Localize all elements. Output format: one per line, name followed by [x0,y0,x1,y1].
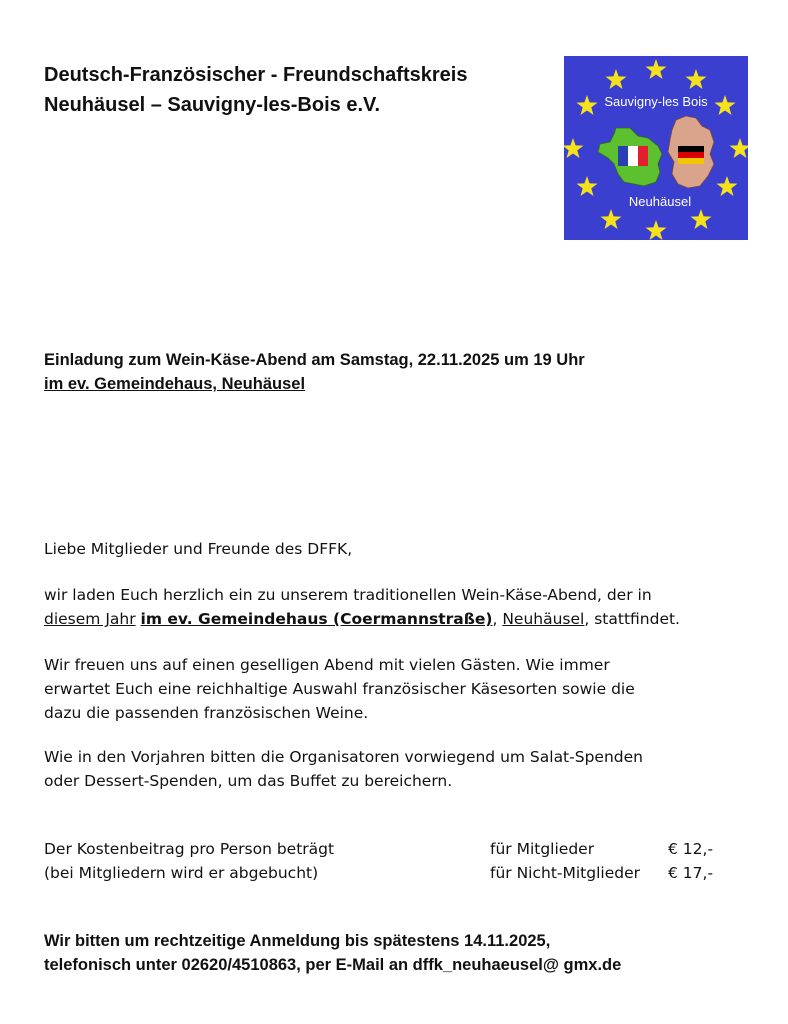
letter-paragraph-1 [44,583,764,631]
p1-comma: , [492,610,503,628]
p3-line2: oder Dessert-Spenden, um das Buffet zu bereichern. [44,772,453,790]
letter-paragraph-2 [44,653,764,725]
p2-line1: Wir freuen uns auf einen geselligen Abend mit vielen Gästen. Wie immer [44,656,610,674]
p1-line1: wir laden Euch herzlich ein zu unserem traditionellen Wein-Käse-Abend, der in [44,586,652,604]
p2-line3: dazu die passenden französischen Weine. [44,704,369,722]
organization-title-line2: Neuhäusel – Sauvigny-les-Bois e.V. [44,94,381,116]
logo-top-text: Sauvigny-les Bois [604,94,708,109]
p1-town: Neuhäusel [502,610,585,628]
invitation-heading [44,348,585,396]
registration-line1: Wir bitten um rechtzeitige Anmeldung bis spätestens 14.11.2025, [44,932,551,950]
p1-venue: im ev. Gemeindehaus (Coermannstraße) [140,610,493,628]
cost-table [44,837,764,885]
p3-line1: Wie in den Vorjahren bitten die Organisatoren vorwiegend um Salat-Spenden [44,748,643,766]
invitation-venue: im ev. Gemeindehaus, Neuhäusel [44,375,306,393]
cost-label: Der Kostenbeitrag pro Person beträgt [44,840,335,858]
cost-price: € 17,- [668,864,714,882]
p1-end: , stattfindet. [584,610,680,628]
p1-this-year: diesem Jahr [44,610,136,628]
cost-row-non-members [44,861,764,885]
cost-price: € 12,- [668,840,714,858]
cost-group: für Mitglieder [490,840,595,858]
p2-line2: erwartet Euch eine reichhaltige Auswahl französischer Käsesorten sowie die [44,680,635,698]
cost-label: (bei Mitgliedern wird er abgebucht) [44,864,319,882]
logo-bottom-text: Neuhäusel [628,194,692,209]
organization-title-line1: Deutsch-Französischer - Freundschaftskreis [44,64,468,86]
invitation-heading-line1: Einladung zum Wein-Käse-Abend am Samstag, 22.11.2025 um 19 Uhr [44,351,585,369]
letter-paragraph-3 [44,745,764,793]
cost-row-members [44,837,764,861]
club-logo [564,56,748,240]
organization-title [44,60,467,120]
cost-group: für Nicht-Mitglieder [490,864,640,882]
french-flag-icon [618,146,648,166]
registration-notice [44,929,621,977]
p1-line2 [44,607,764,631]
registration-line2: telefonisch unter 02620/4510863, per E-Mail an dffk_neuhaeusel@ gmx.de [44,956,622,974]
letter-greeting: Liebe Mitglieder und Freunde des DFFK, [44,540,353,558]
german-flag-icon [678,146,704,164]
